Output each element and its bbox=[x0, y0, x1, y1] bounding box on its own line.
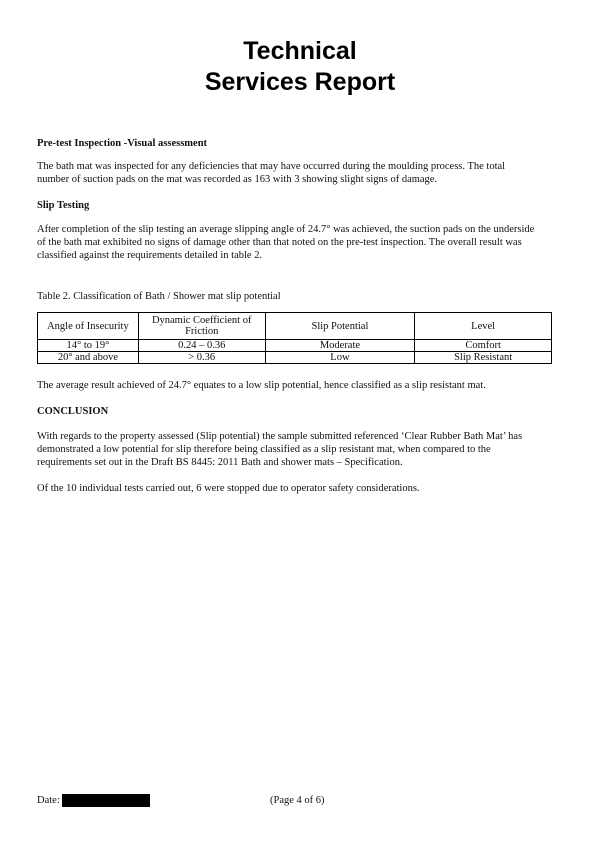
title-line-1: Technical bbox=[243, 37, 357, 65]
result-paragraph: The average result achieved of 24.7° equates to a low slip potential, hence classified as a slip resistant mat. bbox=[37, 380, 486, 391]
column-header: Slip Potential bbox=[265, 313, 415, 340]
table-cell: 20° and above bbox=[38, 352, 139, 364]
table-row bbox=[38, 352, 552, 364]
column-header: Angle of Insecurity bbox=[38, 313, 139, 340]
conclusion-line-2: demonstrated a low potential for slip therefore being classified as a slip resistant mat, when compared to the bbox=[37, 444, 491, 455]
redacted-date-block bbox=[62, 794, 150, 807]
slip-testing-line-3: classified against the requirements detailed in table 2. bbox=[37, 250, 263, 261]
footer-date-label: Date: bbox=[37, 795, 60, 806]
conclusion-line-3: requirements set out in the Draft BS 8445: 2011 Bath and shower mats – Specification. bbox=[37, 457, 403, 468]
table-cell: Slip Resistant bbox=[415, 352, 552, 364]
column-header: Dynamic Coefficient of Friction bbox=[138, 313, 265, 340]
table-cell: Moderate bbox=[265, 340, 415, 352]
slip-testing-line-1: After completion of the slip testing an average slipping angle of 24.7° was achieved, the suction pads on the underside bbox=[37, 224, 535, 235]
table-cell: > 0.36 bbox=[138, 352, 265, 364]
table-cell: 0.24 – 0.36 bbox=[138, 340, 265, 352]
report-title bbox=[0, 36, 600, 98]
pretest-heading: Pre-test Inspection -Visual assessment bbox=[37, 138, 208, 149]
table-cell: Low bbox=[265, 352, 415, 364]
table-header-row bbox=[38, 313, 552, 340]
pretest-line-1: The bath mat was inspected for any deficiencies that may have occurred during the moulding process. The total bbox=[37, 161, 506, 172]
pretest-paragraph bbox=[37, 160, 562, 186]
conclusion-paragraph bbox=[37, 430, 562, 469]
column-header: Level bbox=[415, 313, 552, 340]
slip-testing-line-2: of the bath mat exhibited no signs of damage other than that noted on the pre-test inspection. The overall result was bbox=[37, 237, 522, 248]
conclusion-line-1: With regards to the property assessed (Slip potential) the sample submitted referenced ‘Clear Rubber Bath Mat’ has bbox=[37, 431, 523, 442]
slip-testing-heading: Slip Testing bbox=[37, 200, 90, 211]
footer-page-number: (Page 4 of 6) bbox=[270, 795, 325, 806]
slip-classification-table bbox=[37, 312, 552, 364]
pretest-line-2: number of suction pads on the mat was recorded as 163 with 3 showing slight signs of damage. bbox=[37, 174, 438, 185]
conclusion-heading: CONCLUSION bbox=[37, 406, 109, 417]
table-cell: 14° to 19° bbox=[38, 340, 139, 352]
table-cell: Comfort bbox=[415, 340, 552, 352]
tests-paragraph: Of the 10 individual tests carried out, 6 were stopped due to operator safety considerations. bbox=[37, 483, 420, 494]
table-row bbox=[38, 340, 552, 352]
table-caption: Table 2. Classification of Bath / Shower mat slip potential bbox=[37, 291, 281, 302]
title-line-2: Services Report bbox=[204, 68, 396, 96]
slip-testing-paragraph bbox=[37, 223, 562, 262]
